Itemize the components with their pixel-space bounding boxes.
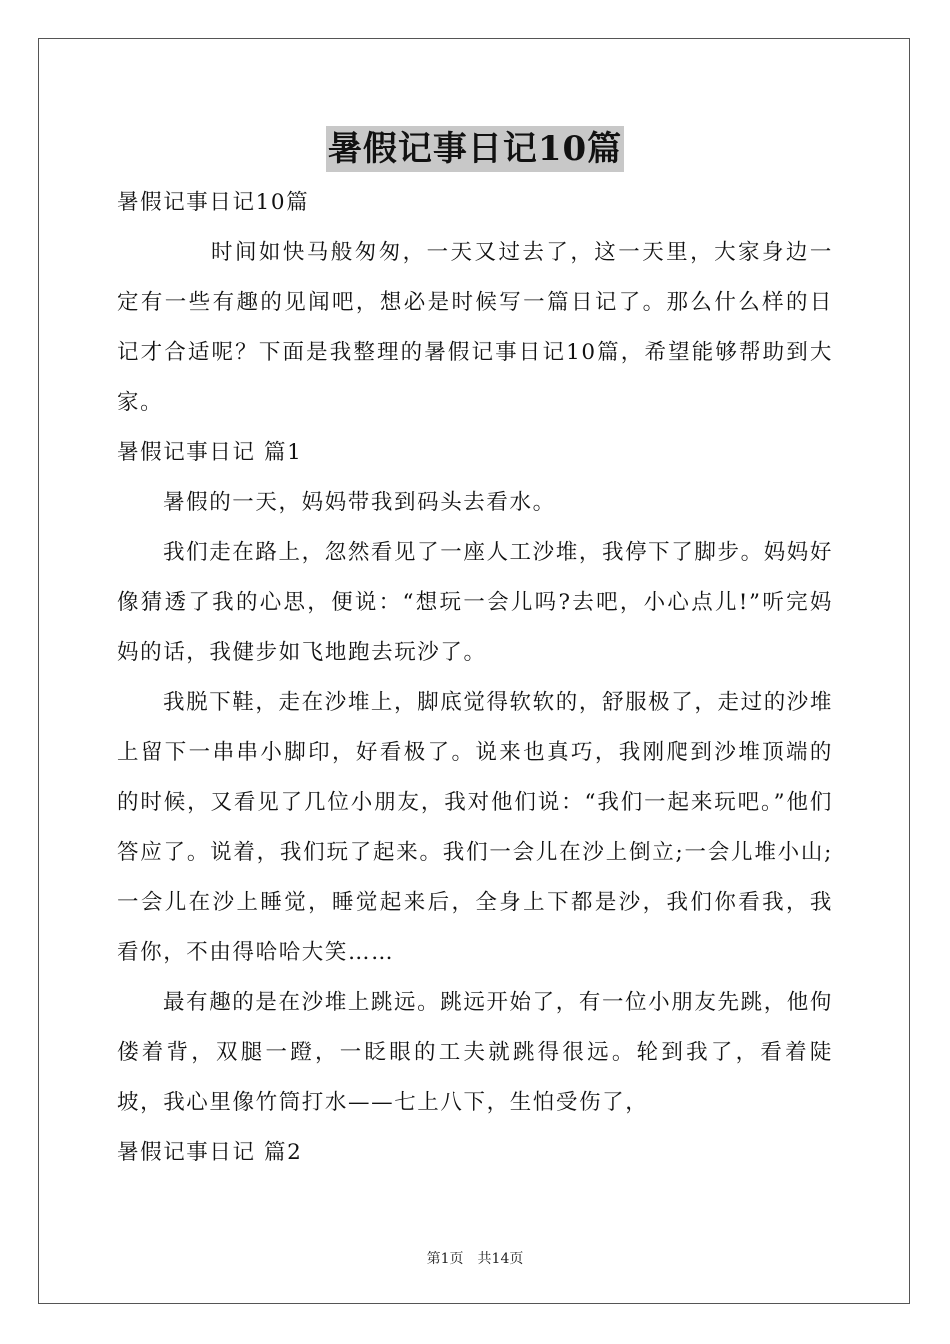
section-heading-1: 暑假记事日记 篇1 (117, 440, 303, 465)
title-container (0, 126, 950, 172)
page-footer (0, 1248, 950, 1268)
document-title: 暑假记事日记10篇 (326, 126, 624, 172)
paragraph-4: 最有趣的是在沙堆上跳远。跳远开始了，有一位小朋友先跳，他佝偻着背，双腿一蹬，一眨眼的工夫就跳得很远。轮到我了，看着陡坡，我心里像竹筒打水——七上八下，生怕受伤了， (117, 990, 833, 1115)
document-subtitle: 暑假记事日记10篇 (117, 190, 310, 215)
page-number: 第1页 共14页 (426, 1251, 524, 1267)
document-body (117, 178, 833, 1178)
intro-paragraph: 时间如快马般匆匆，一天又过去了，这一天里，大家身边一定有一些有趣的见闻吧，想必是时候写一篇日记了。那么什么样的日记才合适呢？下面是我整理的暑假记事日记10篇，希望能够帮助到大家。 (117, 240, 833, 415)
section-heading-2: 暑假记事日记 篇2 (117, 1140, 303, 1165)
paragraph-3: 我脱下鞋，走在沙堆上，脚底觉得软软的，舒服极了，走过的沙堆上留下一串串小脚印，好看极了。说来也真巧，我刚爬到沙堆顶端的的时候，又看见了几位小朋友，我对他们说：“我们一起来玩吧。”他们答应了。说着，我们玩了起来。我们一会儿在沙上倒立;一会儿堆小山;一会儿在沙上睡觉，睡觉起来后，全身上下都是沙，我们你看我，我看你，不由得哈哈大笑…… (117, 690, 833, 965)
paragraph-1: 暑假的一天，妈妈带我到码头去看水。 (163, 490, 556, 515)
paragraph-2: 我们走在路上，忽然看见了一座人工沙堆，我停下了脚步。妈妈好像猜透了我的心思，便说：“想玩一会儿吗?去吧，小心点儿!”听完妈妈的话，我健步如飞地跑去玩沙了。 (117, 540, 833, 665)
